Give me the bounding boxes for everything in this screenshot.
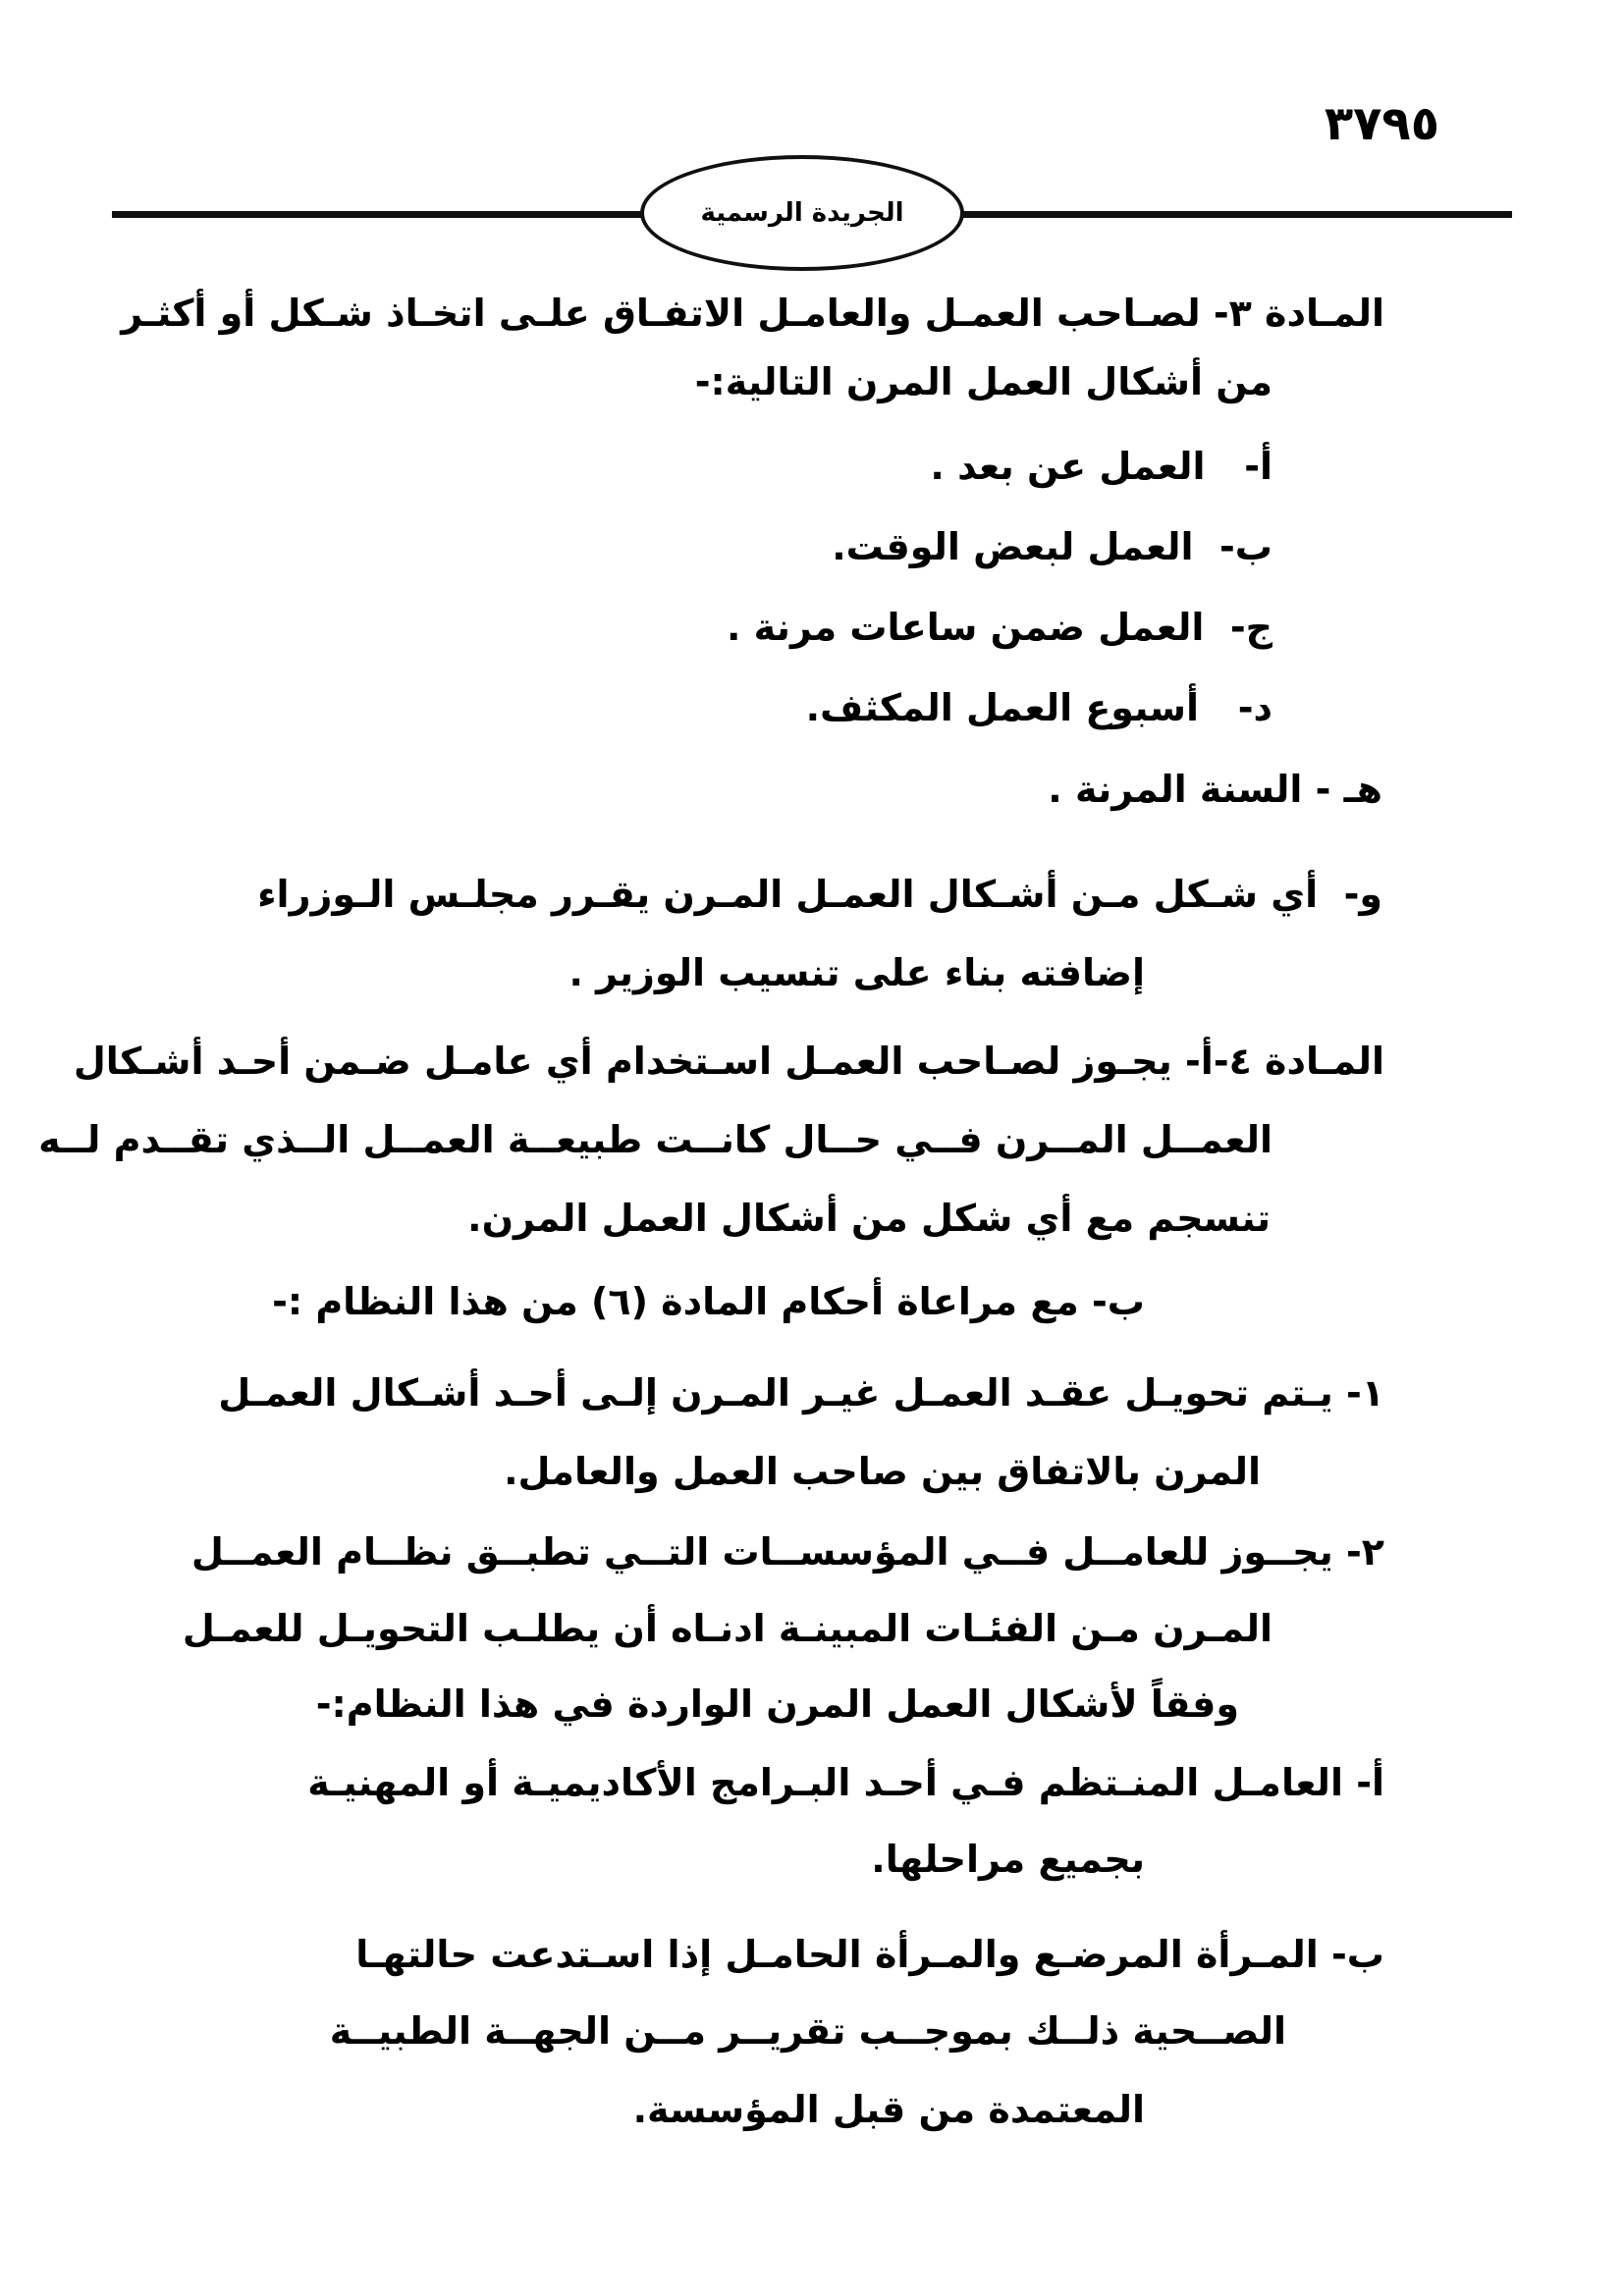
article4-a-line-2: العمــل المــرن فــي حــال كانــت طبيعــة العمــل الــذي تقــدم لــه [38,1118,1272,1161]
article4-a-line-3: تنسجم مع أي شكل من أشكال العمل المرن. [467,1197,1271,1240]
article3-item-d: د- أسبوع العمل المكثف. [805,686,1272,729]
article3-item-w-line-2: إضافته بناء على تنسيب الوزير . [568,951,1145,994]
page-number: ٣٧٩٥ [1324,96,1439,151]
article4-b1-line-1: ١- يـتم تحويـل عقـد العمـل غيـر المـرن إلـى أحـد أشـكال العمـل [218,1371,1384,1415]
article3-item-w-line-1: و- أي شـكل مـن أشـكال العمـل المـرن يقـرر مجلـس الـوزراء [257,873,1382,916]
article3-item-a: أ- العمل عن بعد . [930,445,1272,488]
article4-b2-b-line-2: الصــحية ذلــك بموجــب تقريــر مــن الجهــة الطبيــة [329,2009,1286,2053]
article4-b2-a-line-1: أ- العامـل المنـتظم فـي أحـد البـرامج الأكاديميـة أو المهنيـة [307,1761,1384,1804]
article3-item-b: ب- العمل لبعض الوقت. [832,525,1272,568]
article3-item-h: هـ - السنة المرنة . [1048,768,1382,811]
article4-b2-line-2: المـرن مـن الفئـات المبينـة ادنـاه أن يطلـب التحويـل للعمـل [182,1607,1272,1650]
article4-b-intro: ب- مع مراعاة أحكام المادة (٦) من هذا النظام :- [272,1280,1145,1323]
article3-intro-line-1: المـادة ٣- لصـاحب العمـل والعامـل الاتفـاق علـى اتخـاذ شـكل أو أكثـر [121,292,1384,335]
article4-b2-a-line-2: بجميع مراحلها. [871,1838,1145,1881]
article3-item-c: ج- العمل ضمن ساعات مرنة . [726,606,1272,649]
article4-b2-line-3: وفقاً لأشكال العمل المرن الواردة في هذا النظام:- [315,1682,1239,1726]
gazette-title: الجريدة الرسمية [700,198,904,228]
article4-b2-b-line-3: المعتمدة من قبل المؤسسة. [632,2088,1145,2131]
article4-b2-b-line-1: ب- المـرأة المرضـع والمـرأة الحامـل إذا اسـتدعت حالتهـا [355,1933,1384,1976]
article4-a-line-1: المـادة ٤-أ- يجـوز لصـاحب العمـل اسـتخدام أي عامـل ضـمن أحـد أشـكال [73,1040,1384,1083]
article4-b2-line-1: ٢- يجــوز للعامــل فــي المؤسســات التــي تطبــق نظــام العمــل [190,1530,1384,1574]
gazette-seal [640,155,964,271]
article4-b1-line-2: المرن بالاتفاق بين صاحب العمل والعامل. [504,1450,1261,1493]
article3-intro-line-2: من أشكال العمل المرن التالية:- [694,360,1272,403]
